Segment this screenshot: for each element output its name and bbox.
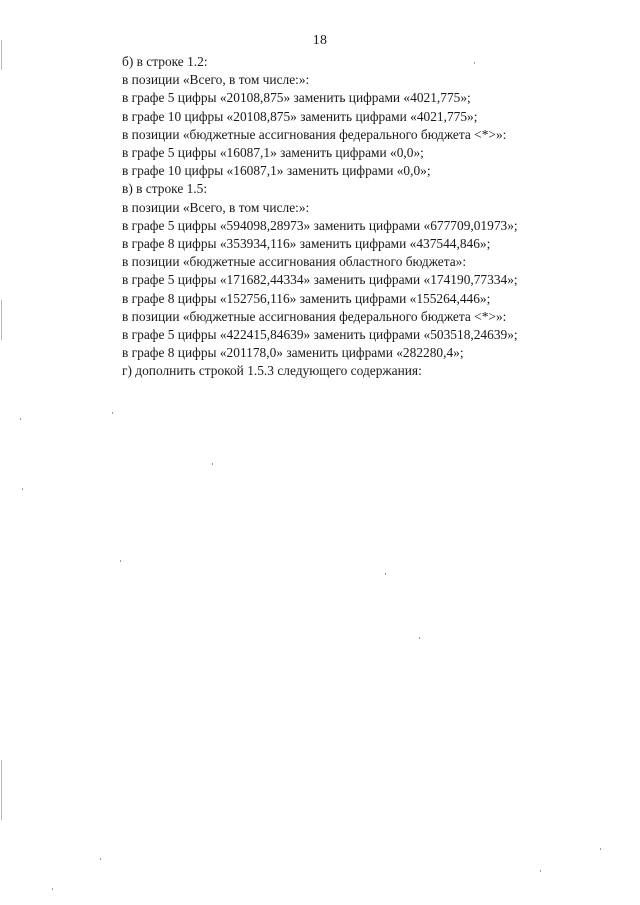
text-line: в графе 8 цифры «152756,116» заменить цифрами «155264,446»; <box>122 290 491 306</box>
text-line: в позиции «бюджетные ассигнования областного бюджета»: <box>122 254 467 270</box>
scan-speck <box>112 412 113 414</box>
text-line: в графе 8 цифры «201178,0» заменить цифрами «282280,4»; <box>122 345 464 361</box>
amendment-text <box>122 53 592 381</box>
scan-speck <box>385 573 386 575</box>
scan-speck <box>600 848 601 850</box>
scan-speck <box>419 637 420 639</box>
scan-speck <box>540 870 541 872</box>
scan-speck <box>212 463 213 465</box>
scan-edge-mark <box>1 760 2 820</box>
text-line: в графе 10 цифры «20108,875» заменить цифрами «4021,775»; <box>122 108 478 124</box>
text-line: в графе 5 цифры «16087,1» заменить цифрами «0,0»; <box>122 145 424 161</box>
scan-speck <box>474 62 475 64</box>
page-number: 18 <box>312 33 328 48</box>
text-line: в графе 5 цифры «20108,875» заменить цифрами «4021,775»; <box>122 90 471 106</box>
text-line: в позиции «бюджетные ассигнования федерального бюджета <*>»: <box>122 308 507 324</box>
scan-speck <box>52 888 53 890</box>
text-line: б) в строке 1.2: <box>122 54 208 69</box>
text-line: в позиции «Всего, в том числе:»: <box>122 199 310 215</box>
text-line: в графе 8 цифры «353934,116» заменить цифрами «437544,846»; <box>122 236 491 252</box>
scan-speck <box>20 418 21 420</box>
text-line: в графе 5 цифры «594098,28973» заменить цифрами «677709,01973»; <box>122 217 518 233</box>
scan-speck <box>100 858 101 860</box>
scan-edge-mark <box>1 40 2 70</box>
text-line: в позиции «Всего, в том числе:»: <box>122 72 310 88</box>
text-line: г) дополнить строкой 1.5.3 следующего содержания: <box>122 363 422 379</box>
scan-speck <box>120 560 121 562</box>
text-line: в графе 5 цифры «171682,44334» заменить цифрами «174190,77334»; <box>122 272 518 288</box>
text-line: в позиции «бюджетные ассигнования федерального бюджета <*>»: <box>122 126 507 142</box>
text-line: в) в строке 1.5: <box>122 181 208 197</box>
scan-edge-mark <box>1 300 2 340</box>
scan-speck <box>22 488 23 490</box>
text-line: в графе 5 цифры «422415,84639» заменить цифрами «503518,24639»; <box>122 327 518 343</box>
text-line: в графе 10 цифры «16087,1» заменить цифрами «0,0»; <box>122 163 431 179</box>
